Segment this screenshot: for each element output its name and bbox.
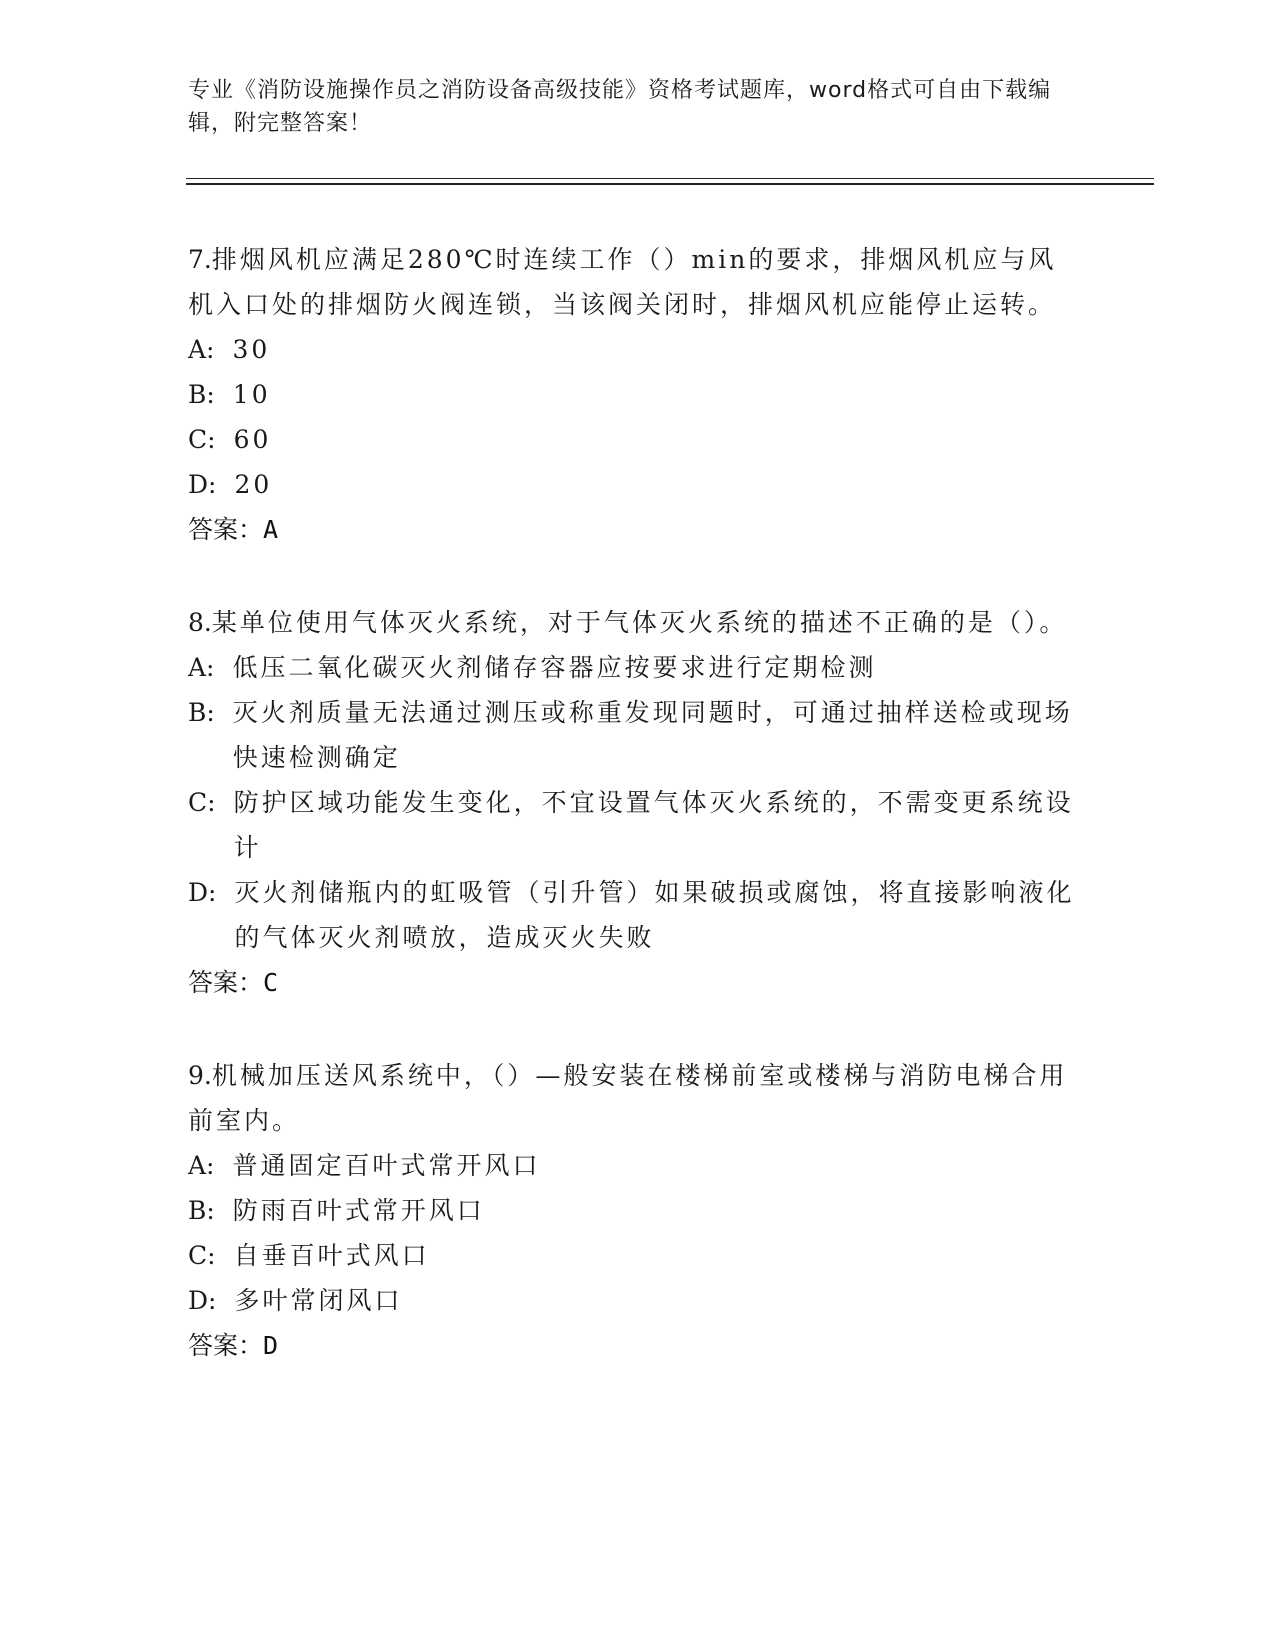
option-b xyxy=(188,372,1078,417)
option-key: D: xyxy=(188,1286,217,1315)
option-key: A: xyxy=(188,653,215,682)
question-list xyxy=(188,237,1078,1416)
header-divider-bottom xyxy=(186,183,1154,185)
question-8 xyxy=(188,600,1078,1005)
header-divider-top xyxy=(186,178,1154,179)
option-c xyxy=(188,1233,1078,1278)
option-d xyxy=(188,462,1078,507)
option-b xyxy=(188,690,1078,780)
option-text: 低压二氧化碳灭火剂储存容器应按要求进行定期检测 xyxy=(232,653,877,682)
option-key: C: xyxy=(188,788,216,817)
option-text: 60 xyxy=(233,425,272,454)
option-text: 普通固定百叶式常开风口 xyxy=(232,1151,541,1180)
option-key: B: xyxy=(188,698,215,727)
option-c xyxy=(188,780,1078,870)
question-text: 排烟风机应满足280℃时连续工作（）min的要求，排烟风机应与风机入口处的排烟防火阀连锁，当该阀关闭时，排烟风机应能停止运转。 xyxy=(188,245,1057,319)
option-key: D: xyxy=(188,878,217,907)
option-d xyxy=(188,870,1078,960)
option-text: 20 xyxy=(234,470,273,499)
option-text: 多叶常闭风口 xyxy=(234,1286,403,1315)
option-text: 10 xyxy=(232,380,271,409)
option-a xyxy=(188,645,1078,690)
option-key: A: xyxy=(188,335,215,364)
question-9 xyxy=(188,1053,1078,1368)
question-stem xyxy=(188,600,1078,645)
question-number: 7. xyxy=(188,245,212,274)
question-number: 9. xyxy=(188,1061,212,1090)
option-text: 灭火剂质量无法通过测压或称重发现同题时，可通过抽样送检或现场快速检测确定 xyxy=(232,698,1073,772)
option-text: 防护区域功能发生变化，不宜设置气体灭火系统的，不需变更系统设计 xyxy=(233,788,1074,862)
document-header: 专业《消防设施操作员之消防设备高级技能》资格考试题库，word格式可自由下载编辑，附完整答案！ xyxy=(188,78,1052,136)
option-text: 防雨百叶式常开风口 xyxy=(232,1196,485,1225)
option-a xyxy=(188,327,1078,372)
option-key: C: xyxy=(188,1241,216,1270)
question-stem xyxy=(188,237,1078,327)
question-stem xyxy=(188,1053,1078,1143)
option-c xyxy=(188,417,1078,462)
question-text: 机械加压送风系统中，（）—般安装在楼梯前室或楼梯与消防电梯合用前室内。 xyxy=(188,1061,1068,1135)
option-d xyxy=(188,1278,1078,1323)
option-key: B: xyxy=(188,380,215,409)
option-text: 30 xyxy=(232,335,271,364)
option-key: A: xyxy=(188,1151,215,1180)
option-a xyxy=(188,1143,1078,1188)
answer-line: 答案：D xyxy=(188,1331,279,1360)
question-number: 8. xyxy=(188,608,212,637)
question-text: 某单位使用气体灭火系统，对于气体灭火系统的描述不正确的是（）。 xyxy=(211,608,1068,637)
answer-line: 答案：C xyxy=(188,968,279,997)
option-key: B: xyxy=(188,1196,215,1225)
option-key: D: xyxy=(188,470,217,499)
answer-line: 答案：A xyxy=(188,515,279,544)
option-text: 自垂百叶式风口 xyxy=(233,1241,430,1270)
option-b xyxy=(188,1188,1078,1233)
question-7 xyxy=(188,237,1078,552)
option-key: C: xyxy=(188,425,216,454)
option-text: 灭火剂储瓶内的虹吸管（引升管）如果破损或腐蚀，将直接影响液化的气体灭火剂喷放，造成灭火失败 xyxy=(234,878,1075,952)
